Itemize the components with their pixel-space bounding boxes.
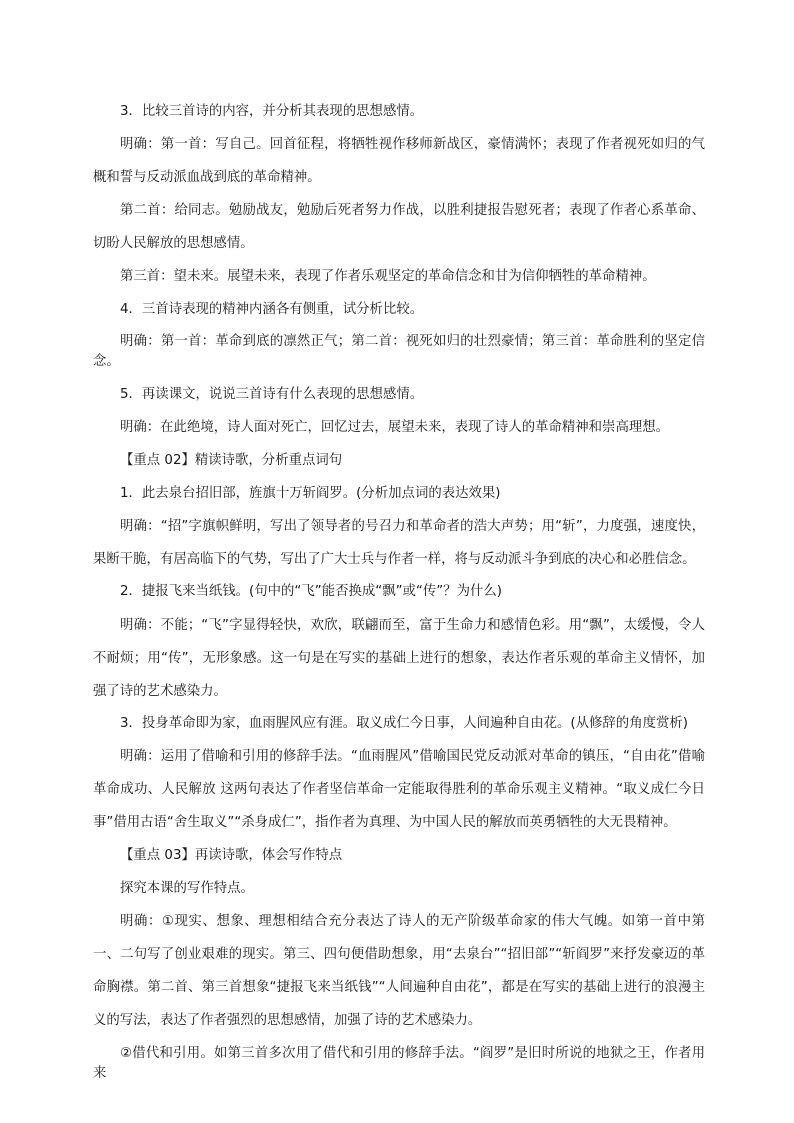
answer-paragraph: 第三首：望未来。展望未来，表现了作者乐观坚定的革命信念和甘为信仰牺牲的革命精神。 xyxy=(120,268,656,284)
question-4: 4．三首诗表现的精神内涵各有侧重，试分析比较。 xyxy=(120,301,424,317)
document-body xyxy=(93,102,705,1084)
question-2: 2．捷报飞来当纸钱。(句中的“飞”能否换成“飘”或“传”？为什么) xyxy=(120,584,502,600)
answer-paragraph: 明确：运用了借喻和引用的修辞手法。“血雨腥风”借喻国民党反动派对革命的镇压，“自由花”借喻革命成功、人民解放 这两句表达了作者坚信革命一定能取得胜利的革命乐观主义精神。“取义成仁今日事”借用古语“舍生取义”“杀身成仁”，指作者为真理、为中国人民的解放而英勇牺牲的大无畏精神。 xyxy=(93,749,705,831)
answer-paragraph: 第二首：给同志。勉励战友，勉励后死者努力作战，以胜利捷报告慰死者；表现了作者心系革命、切盼人民解放的思想感情。 xyxy=(93,203,705,252)
answer-paragraph: 明确：第一首：革命到底的凛然正气；第二首：视死如归的壮烈豪情；第三首：革命胜利的坚定信念。 xyxy=(93,334,705,370)
question-1: 1．此去泉台招旧部，旌旗十万斩阎罗。(分析加点词的表达效果) xyxy=(120,485,501,501)
answer-paragraph: 明确：第一首：写自己。回首征程，将牺牲视作移师新战区，豪情满怀；表现了作者视死如归的气概和誓与反动派血战到底的革命精神。 xyxy=(93,137,705,186)
answer-paragraph: 明确：“招”字旗帜鲜明，写出了领导者的号召力和革命者的浩大声势；用“斩”，力度强，速度快，果断干脆，有居高临下的气势，写出了广大士兵与作者一样，将与反动派斗争到底的决心和必胜信念。 xyxy=(93,518,705,567)
answer-paragraph: 明确：在此绝境，诗人面对死亡，回忆过去，展望未来，表现了诗人的革命精神和崇高理想。 xyxy=(120,419,670,435)
section-heading: 【重点 02】精读诗歌，分析重点词句 xyxy=(120,452,343,468)
question-3: 3．投身革命即为家，血雨腥风应有涯。取义成仁今日事，人间遍种自由花。(从修辞的角度赏析) xyxy=(120,716,688,732)
section-heading: 【重点 03】再读诗歌，体会写作特点 xyxy=(120,847,343,863)
question-5: 5．再读课文，说说三首诗有什么表现的思想感情。 xyxy=(120,387,424,403)
question-3: 3．比较三首诗的内容，并分析其表现的思想感情。 xyxy=(120,104,424,119)
answer-paragraph: 明确：不能；“飞”字显得轻快，欢欣，联翩而至，富于生命力和感情色彩。用“飘”，太缓慢，令人不耐烦；用“传”，无形象感。这一句是在写实的基础上进行的想象，表达作者乐观的革命主义情怀，加强了诗的艺术感染力。 xyxy=(93,617,705,699)
answer-paragraph: ②借代和引用。如第三首多次用了借代和引用的修辞手法。“阎罗”是旧时所说的地狱之王，作者用来 xyxy=(93,1045,705,1081)
answer-paragraph: 明确：①现实、想象、理想相结合充分表达了诗人的无产阶级革命家的伟大气魄。如第一首中第一、二句写了创业艰难的现实。第三、四句便借助想象，用“去泉台”“招旧部”“斩阎罗”来抒发豪迈的革命胸襟。第二首、第三首想象“捷报飞来当纸钱”“人间遍种自由花”，都是在写实的基础上进行的浪漫主义的写法，表达了作者强烈的思想感情，加强了诗的艺术感染力。 xyxy=(93,914,705,1029)
prompt-paragraph: 探究本课的写作特点。 xyxy=(120,880,254,896)
